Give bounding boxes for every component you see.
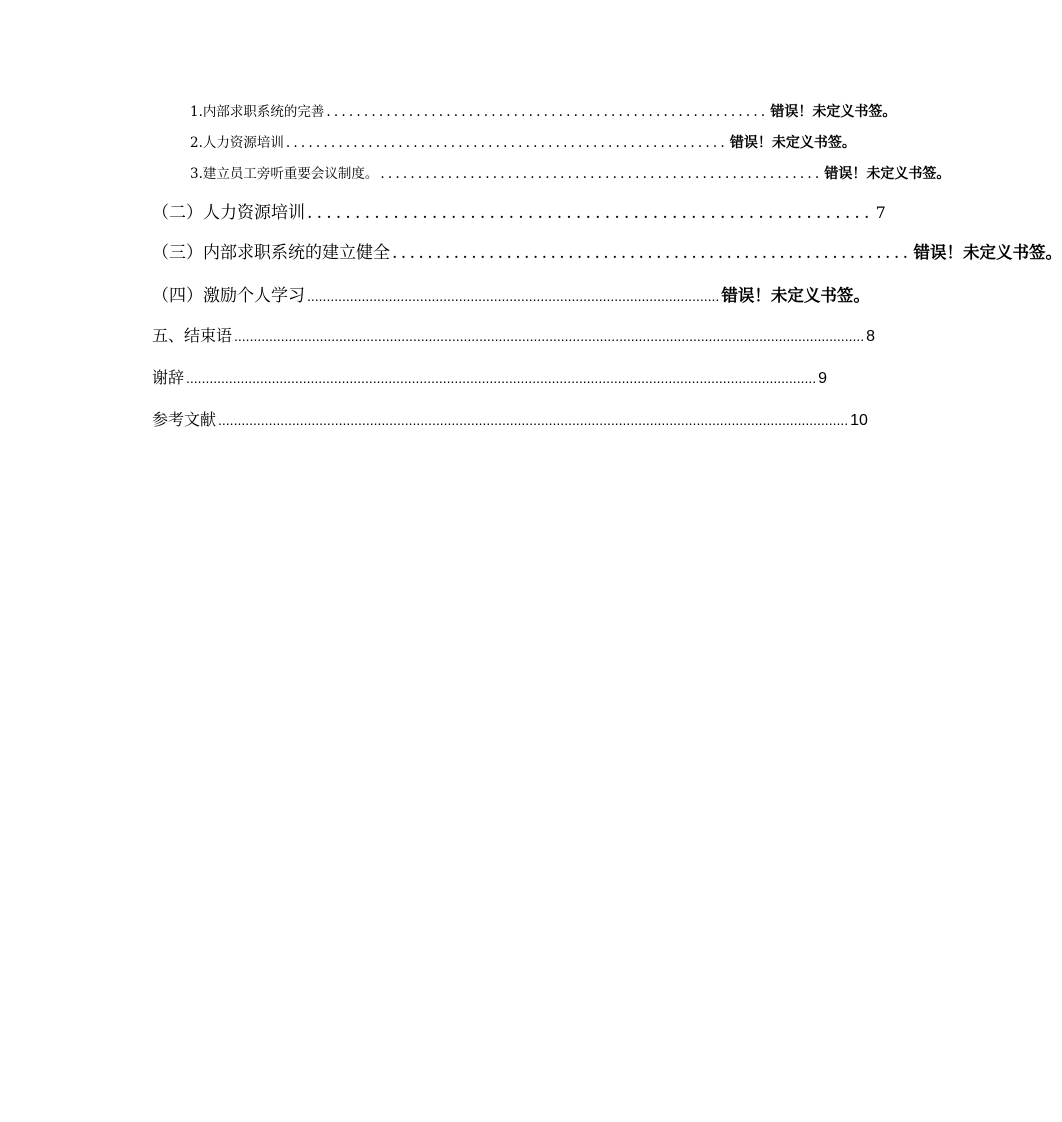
toc-entry-conclusion[interactable] [152,323,876,347]
toc-entry-internal-job-system-establishment[interactable] [152,238,1062,264]
toc-page-reference: 错误！未定义书签。 [913,243,1062,262]
toc-page-number: 9 [818,370,828,387]
toc-entry-acknowledgements[interactable] [152,365,828,389]
toc-page-number: 7 [875,203,886,222]
toc-entry-label: 五、结束语 [152,326,233,345]
toc-entry-label: 谢辞 [152,368,185,387]
toc-entry-meeting-audit-system[interactable] [190,162,951,182]
toc-entry-label: 3.建立员工旁听重要会议制度。 [190,166,379,182]
toc-entry-label: 2.人力资源培训 [190,135,284,151]
toc-page-number: 8 [866,328,876,345]
toc-page-number: 10 [850,412,868,429]
toc-entry-label: （二）人力资源培训 [152,203,305,223]
toc-page-reference: 错误！未定义书签。 [770,104,897,120]
toc-dot-leader: .................................................................................................................................................................. [218,412,849,428]
toc-dot-leader: ........................................................... [392,243,912,263]
toc-entry-label: （四）激励个人学习 [152,286,305,306]
toc-dot-leader: .......................................................................................................... [307,288,720,304]
toc-page-reference: 错误！未定义书签。 [721,286,870,305]
toc-entry-label: 1.内部求职系统的完善 [190,104,325,120]
toc-dot-leader: ........................................................... [307,203,874,223]
toc-entry-references[interactable] [152,407,868,431]
toc-entry-personal-learning-incentive[interactable] [152,281,870,307]
toc-dot-leader: ........................................................... [285,135,728,151]
toc-dot-leader: .................................................................................................................................................................. [234,328,865,344]
toc-page-reference: 错误！未定义书签。 [824,166,951,182]
toc-page-reference: 错误！未定义书签。 [729,135,856,151]
toc-dot-leader: ........................................................... [380,166,823,182]
toc-entry-hr-training-sub[interactable] [190,131,856,151]
toc-entry-label: 参考文献 [152,410,217,429]
toc-dot-leader: .................................................................................................................................................................. [186,370,817,386]
toc-entry-internal-job-system-improvement[interactable] [190,100,897,120]
toc-entry-label: （三）内部求职系统的建立健全 [152,243,390,263]
toc-dot-leader: ........................................................... [326,104,769,120]
toc-entry-hr-training[interactable] [152,198,886,224]
